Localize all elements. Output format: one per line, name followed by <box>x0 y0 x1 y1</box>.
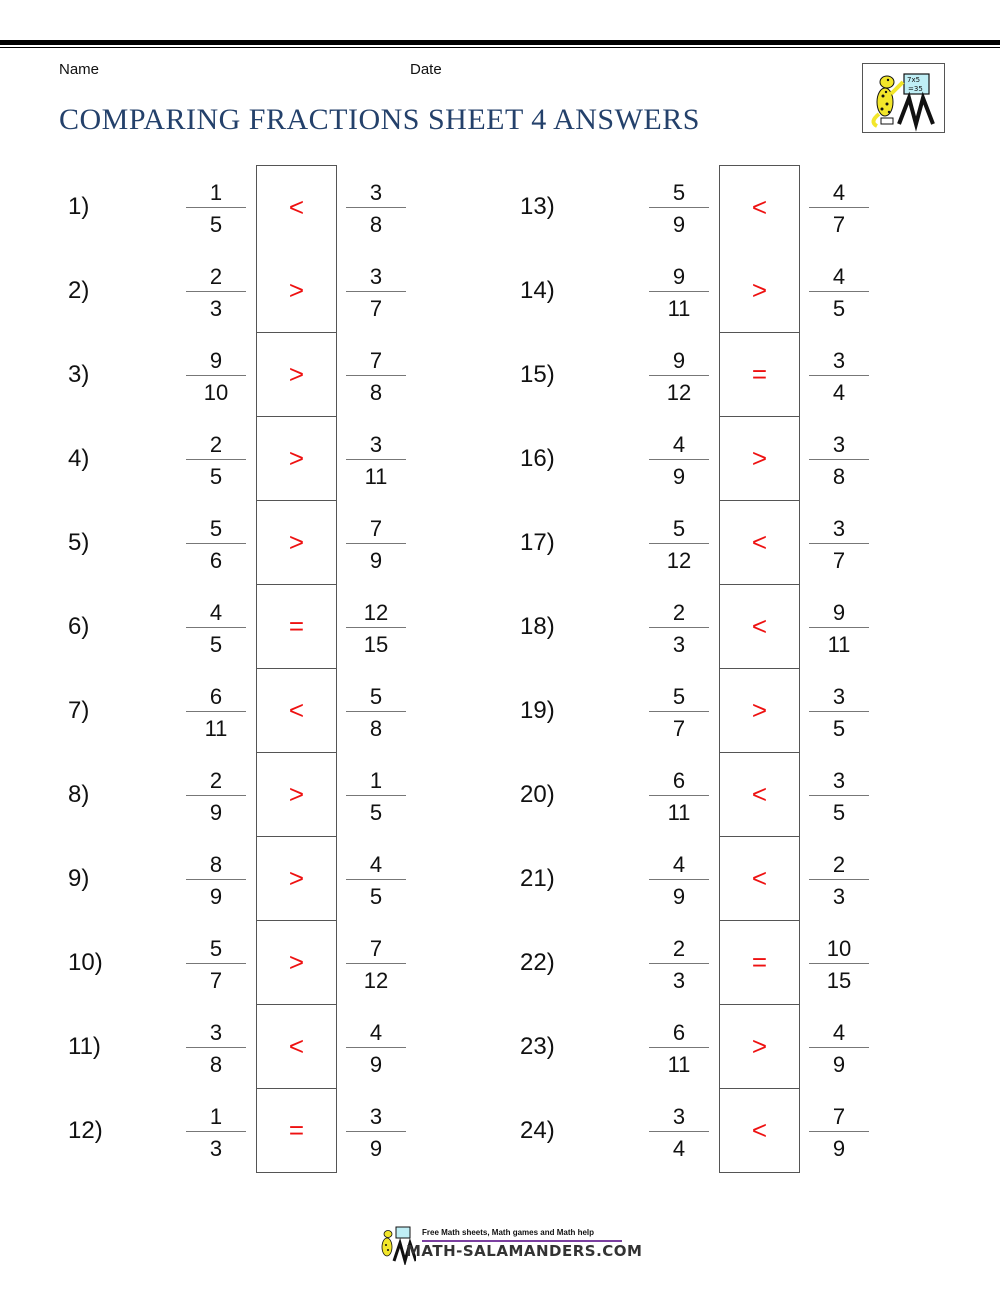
answer-box[interactable]: < <box>256 669 337 753</box>
problem-number: 5) <box>68 529 90 556</box>
denominator: 7 <box>209 968 223 993</box>
problem-number: 20) <box>520 781 555 808</box>
fraction-bar <box>186 795 246 796</box>
numerator: 9 <box>832 600 846 625</box>
denominator: 9 <box>369 548 383 573</box>
denominator: 8 <box>369 212 383 237</box>
denominator: 12 <box>666 548 692 573</box>
problem-number: 6) <box>68 613 90 640</box>
denominator: 4 <box>672 1136 686 1161</box>
problem-number: 1) <box>68 193 90 220</box>
fraction-bar <box>809 459 869 460</box>
denominator: 15 <box>363 632 389 657</box>
answer-box[interactable]: < <box>719 501 800 585</box>
fraction-bar <box>649 879 709 880</box>
problems-right-column <box>463 165 963 1173</box>
problem-row <box>463 417 963 501</box>
denominator: 5 <box>832 296 846 321</box>
numerator: 3 <box>369 264 383 289</box>
page-title: COMPARING FRACTIONS SHEET 4 ANSWERS <box>59 103 700 136</box>
fraction-bar <box>186 963 246 964</box>
footer-logo[interactable] <box>376 1225 643 1265</box>
numerator: 2 <box>672 936 686 961</box>
denominator: 15 <box>826 968 852 993</box>
fraction-bar <box>186 543 246 544</box>
top-rule-thin <box>0 47 1000 48</box>
answer-box[interactable]: < <box>719 753 800 837</box>
fraction-bar <box>346 711 406 712</box>
answer-box[interactable]: > <box>719 1005 800 1089</box>
numerator: 6 <box>209 684 223 709</box>
numerator: 5 <box>672 684 686 709</box>
denominator: 3 <box>832 884 846 909</box>
numerator: 5 <box>369 684 383 709</box>
denominator: 9 <box>832 1136 846 1161</box>
problem-number: 3) <box>68 361 90 388</box>
problem-row <box>463 837 963 921</box>
numerator: 3 <box>369 180 383 205</box>
fraction-right <box>809 669 869 753</box>
numerator: 2 <box>209 768 223 793</box>
numerator: 4 <box>832 1020 846 1045</box>
denominator: 6 <box>209 548 223 573</box>
problem-number: 18) <box>520 613 555 640</box>
denominator: 8 <box>209 1052 223 1077</box>
fraction-right <box>346 165 406 249</box>
denominator: 9 <box>832 1052 846 1077</box>
answer-box[interactable]: > <box>719 417 800 501</box>
fraction-left <box>649 501 709 585</box>
denominator: 11 <box>667 800 691 825</box>
numerator: 4 <box>209 600 223 625</box>
fraction-left <box>186 249 246 333</box>
denominator: 3 <box>209 296 223 321</box>
answer-box[interactable]: = <box>719 921 800 1005</box>
problem-row <box>463 921 963 1005</box>
problem-number: 7) <box>68 697 90 724</box>
problem-row <box>0 165 500 249</box>
fraction-right <box>346 333 406 417</box>
numerator: 3 <box>832 516 846 541</box>
denominator: 5 <box>209 464 223 489</box>
fraction-left <box>649 249 709 333</box>
answer-box[interactable]: < <box>719 1089 800 1173</box>
logo-board-line2: =35 <box>908 85 923 93</box>
numerator: 4 <box>832 180 846 205</box>
denominator: 5 <box>832 716 846 741</box>
denominator: 5 <box>209 632 223 657</box>
numerator: 3 <box>832 768 846 793</box>
numerator: 5 <box>672 180 686 205</box>
numerator: 6 <box>672 1020 686 1045</box>
fraction-bar <box>346 1047 406 1048</box>
numerator: 4 <box>832 264 846 289</box>
problem-row <box>463 753 963 837</box>
numerator: 3 <box>832 348 846 373</box>
fraction-right <box>346 249 406 333</box>
numerator: 4 <box>369 1020 383 1045</box>
fraction-bar <box>809 543 869 544</box>
fraction-left <box>649 1089 709 1173</box>
fraction-left <box>649 417 709 501</box>
problem-row <box>0 333 500 417</box>
problem-row <box>463 249 963 333</box>
denominator: 7 <box>832 212 846 237</box>
numerator: 4 <box>369 852 383 877</box>
problem-row <box>463 1005 963 1089</box>
numerator: 1 <box>209 1104 223 1129</box>
numerator: 4 <box>672 432 686 457</box>
fraction-bar <box>346 879 406 880</box>
problem-number: 14) <box>520 277 555 304</box>
problem-number: 9) <box>68 865 90 892</box>
fraction-bar <box>346 207 406 208</box>
fraction-right <box>809 249 869 333</box>
numerator: 10 <box>826 936 852 961</box>
problem-number: 23) <box>520 1033 555 1060</box>
denominator: 9 <box>672 212 686 237</box>
numerator: 12 <box>363 600 389 625</box>
denominator: 9 <box>369 1052 383 1077</box>
fraction-bar <box>649 207 709 208</box>
fraction-bar <box>186 459 246 460</box>
top-rule-thick <box>0 40 1000 45</box>
fraction-bar <box>649 1131 709 1132</box>
problem-number: 24) <box>520 1117 555 1144</box>
fraction-right <box>809 501 869 585</box>
fraction-bar <box>649 543 709 544</box>
problems-left-column <box>0 165 500 1173</box>
numerator: 7 <box>369 348 383 373</box>
fraction-left <box>186 417 246 501</box>
fraction-right <box>809 417 869 501</box>
answer-box[interactable]: > <box>256 417 337 501</box>
numerator: 8 <box>209 852 223 877</box>
logo-board-line1: 7x5 <box>907 76 921 84</box>
fraction-left <box>649 669 709 753</box>
numerator: 5 <box>209 516 223 541</box>
problem-number: 15) <box>520 361 555 388</box>
answer-box[interactable]: > <box>256 837 337 921</box>
problem-number: 13) <box>520 193 555 220</box>
numerator: 2 <box>209 432 223 457</box>
fraction-left <box>649 921 709 1005</box>
denominator: 10 <box>203 380 229 405</box>
fraction-bar <box>186 375 246 376</box>
problem-number: 21) <box>520 865 555 892</box>
fraction-bar <box>186 711 246 712</box>
numerator: 2 <box>832 852 846 877</box>
problem-number: 12) <box>68 1117 103 1144</box>
problem-number: 16) <box>520 445 555 472</box>
problem-row <box>0 1005 500 1089</box>
denominator: 9 <box>672 464 686 489</box>
problem-row <box>0 753 500 837</box>
fraction-right <box>346 501 406 585</box>
problem-number: 10) <box>68 949 103 976</box>
fraction-left <box>186 921 246 1005</box>
fraction-bar <box>809 1131 869 1132</box>
numerator: 3 <box>832 432 846 457</box>
answer-box[interactable]: < <box>256 165 337 250</box>
denominator: 12 <box>666 380 692 405</box>
fraction-left <box>186 165 246 249</box>
fraction-bar <box>186 1047 246 1048</box>
problem-number: 4) <box>68 445 90 472</box>
problem-row <box>0 921 500 1005</box>
fraction-bar <box>809 711 869 712</box>
problem-number: 11) <box>68 1033 101 1060</box>
numerator: 3 <box>672 1104 686 1129</box>
numerator: 6 <box>672 768 686 793</box>
denominator: 11 <box>204 716 228 741</box>
fraction-bar <box>186 207 246 208</box>
problem-row <box>463 669 963 753</box>
fraction-left <box>186 501 246 585</box>
fraction-bar <box>186 879 246 880</box>
fraction-right <box>346 1089 406 1173</box>
answer-box[interactable]: > <box>256 249 337 333</box>
answer-box[interactable]: > <box>256 753 337 837</box>
fraction-right <box>346 669 406 753</box>
denominator: 12 <box>363 968 389 993</box>
fraction-bar <box>649 795 709 796</box>
answer-box[interactable]: = <box>256 1089 337 1173</box>
fraction-left <box>186 585 246 669</box>
fraction-right <box>809 585 869 669</box>
fraction-bar <box>809 963 869 964</box>
fraction-right <box>346 837 406 921</box>
fraction-left <box>186 333 246 417</box>
answer-box[interactable]: < <box>719 585 800 669</box>
denominator: 11 <box>827 632 851 657</box>
fraction-bar <box>346 627 406 628</box>
answer-box[interactable]: > <box>719 249 800 333</box>
fraction-bar <box>186 291 246 292</box>
fraction-left <box>186 669 246 753</box>
fraction-bar <box>649 291 709 292</box>
fraction-right <box>809 1005 869 1089</box>
answer-box[interactable]: > <box>256 333 337 417</box>
denominator: 3 <box>672 968 686 993</box>
problem-row <box>463 501 963 585</box>
fraction-left <box>186 1005 246 1089</box>
fraction-right <box>346 753 406 837</box>
numerator: 2 <box>672 600 686 625</box>
problem-row <box>0 417 500 501</box>
fraction-left <box>649 165 709 249</box>
fraction-left <box>649 1005 709 1089</box>
fraction-left <box>186 753 246 837</box>
numerator: 3 <box>369 1104 383 1129</box>
numerator: 7 <box>369 936 383 961</box>
answer-box[interactable]: > <box>256 921 337 1005</box>
date-label: Date <box>410 61 442 78</box>
denominator: 5 <box>832 800 846 825</box>
fraction-right <box>809 165 869 249</box>
answer-box[interactable]: > <box>719 669 800 753</box>
numerator: 3 <box>209 1020 223 1045</box>
numerator: 9 <box>672 264 686 289</box>
salamander-logo-icon <box>862 63 945 133</box>
problem-row <box>463 1089 963 1173</box>
problem-row <box>463 333 963 417</box>
fraction-right <box>346 585 406 669</box>
numerator: 1 <box>209 180 223 205</box>
fraction-right <box>346 417 406 501</box>
fraction-bar <box>809 291 869 292</box>
fraction-right <box>809 333 869 417</box>
problem-row <box>0 1089 500 1173</box>
problem-number: 22) <box>520 949 555 976</box>
numerator: 3 <box>369 432 383 457</box>
fraction-right <box>809 837 869 921</box>
fraction-left <box>649 837 709 921</box>
denominator: 5 <box>369 884 383 909</box>
numerator: 7 <box>369 516 383 541</box>
answer-box[interactable]: < <box>719 837 800 921</box>
denominator: 8 <box>369 380 383 405</box>
denominator: 9 <box>209 800 223 825</box>
problem-number: 17) <box>520 529 555 556</box>
footer-tagline: Free Math sheets, Math games and Math help <box>422 1228 595 1237</box>
answer-box[interactable]: < <box>719 165 800 250</box>
problem-row <box>0 837 500 921</box>
fraction-bar <box>809 375 869 376</box>
fraction-bar <box>809 627 869 628</box>
answer-box[interactable]: = <box>256 585 337 669</box>
problem-number: 19) <box>520 697 555 724</box>
problem-row <box>0 249 500 333</box>
fraction-bar <box>809 207 869 208</box>
denominator: 8 <box>832 464 846 489</box>
denominator: 5 <box>369 800 383 825</box>
denominator: 9 <box>209 884 223 909</box>
denominator: 7 <box>832 548 846 573</box>
denominator: 3 <box>672 632 686 657</box>
denominator: 8 <box>369 716 383 741</box>
problem-row <box>0 669 500 753</box>
denominator: 11 <box>667 296 691 321</box>
fraction-right <box>346 921 406 1005</box>
footer-site-link[interactable]: MATH-SALAMANDERS.COM <box>406 1242 643 1260</box>
fraction-bar <box>346 459 406 460</box>
answer-box[interactable]: = <box>719 333 800 417</box>
fraction-bar <box>186 1131 246 1132</box>
problem-number: 8) <box>68 781 90 808</box>
numerator: 4 <box>672 852 686 877</box>
denominator: 7 <box>369 296 383 321</box>
fraction-bar <box>346 963 406 964</box>
fraction-bar <box>809 879 869 880</box>
fraction-bar <box>809 795 869 796</box>
answer-box[interactable]: < <box>256 1005 337 1089</box>
fraction-bar <box>649 459 709 460</box>
fraction-right <box>809 1089 869 1173</box>
fraction-right <box>809 921 869 1005</box>
numerator: 2 <box>209 264 223 289</box>
fraction-left <box>649 585 709 669</box>
problem-row <box>463 585 963 669</box>
problem-row <box>0 585 500 669</box>
fraction-bar <box>649 375 709 376</box>
denominator: 11 <box>667 1052 691 1077</box>
fraction-bar <box>346 375 406 376</box>
fraction-bar <box>649 963 709 964</box>
problem-row <box>463 165 963 249</box>
denominator: 3 <box>209 1136 223 1161</box>
fraction-right <box>809 753 869 837</box>
numerator: 5 <box>209 936 223 961</box>
fraction-bar <box>649 711 709 712</box>
numerator: 7 <box>832 1104 846 1129</box>
denominator: 11 <box>364 464 388 489</box>
denominator: 9 <box>369 1136 383 1161</box>
fraction-bar <box>186 627 246 628</box>
fraction-bar <box>346 291 406 292</box>
fraction-bar <box>346 543 406 544</box>
fraction-bar <box>346 795 406 796</box>
fraction-bar <box>809 1047 869 1048</box>
fraction-left <box>649 333 709 417</box>
answer-box[interactable]: > <box>256 501 337 585</box>
denominator: 5 <box>209 212 223 237</box>
numerator: 3 <box>832 684 846 709</box>
denominator: 4 <box>832 380 846 405</box>
fraction-left <box>186 1089 246 1173</box>
problem-row <box>0 501 500 585</box>
name-label: Name <box>59 61 100 78</box>
fraction-bar <box>649 627 709 628</box>
numerator: 9 <box>209 348 223 373</box>
problem-number: 2) <box>68 277 90 304</box>
fraction-bar <box>346 1131 406 1132</box>
numerator: 9 <box>672 348 686 373</box>
fraction-left <box>649 753 709 837</box>
fraction-right <box>346 1005 406 1089</box>
fraction-left <box>186 837 246 921</box>
fraction-bar <box>649 1047 709 1048</box>
denominator: 7 <box>672 716 686 741</box>
numerator: 5 <box>672 516 686 541</box>
denominator: 9 <box>672 884 686 909</box>
numerator: 1 <box>369 768 383 793</box>
